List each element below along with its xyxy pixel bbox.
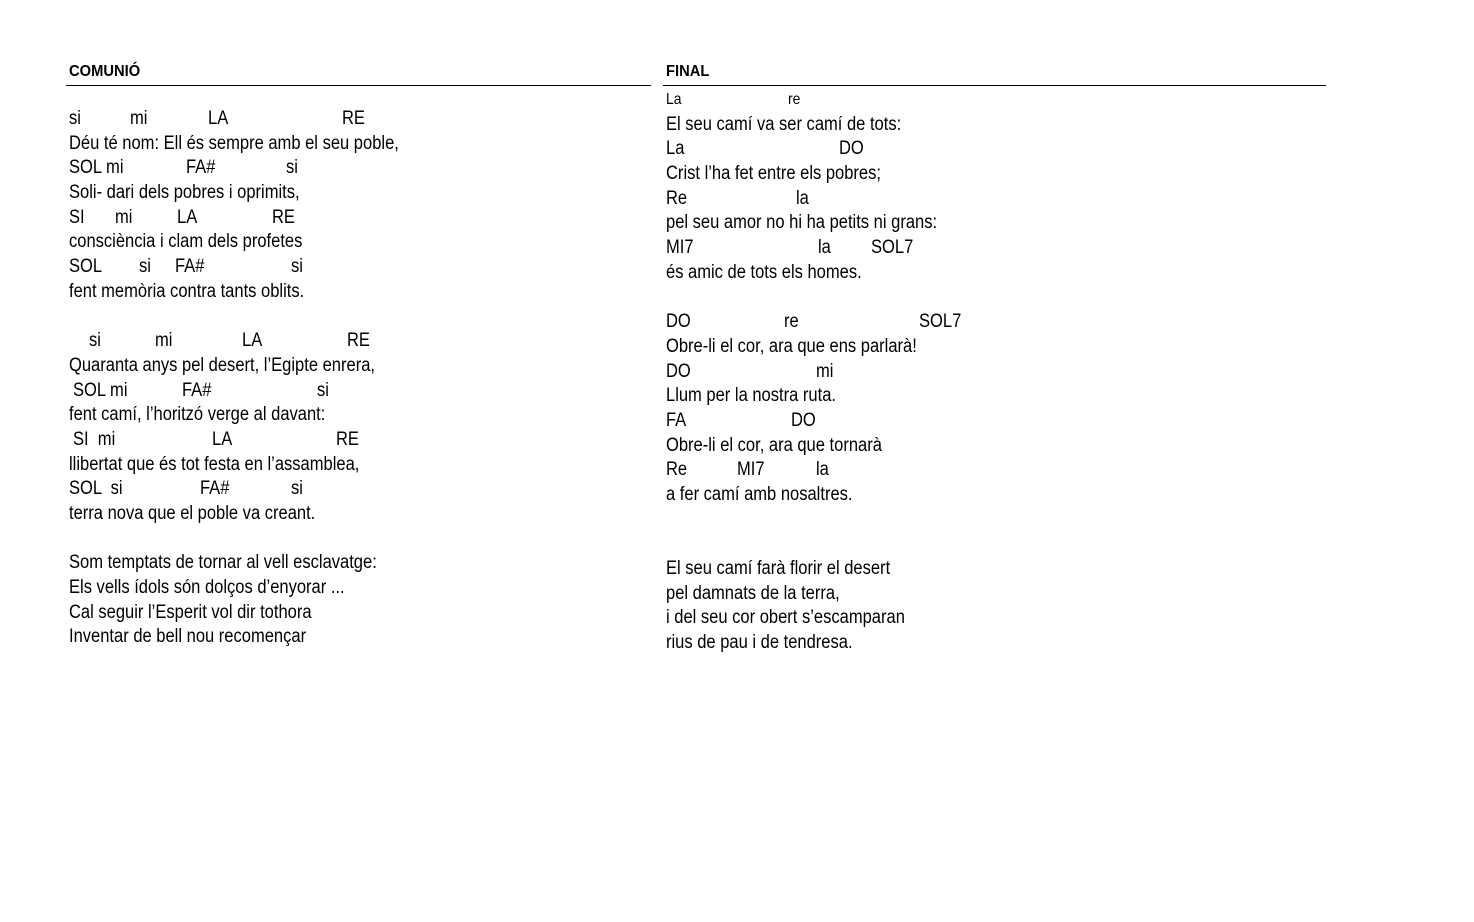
lyric-line: Obre-li el cor, ara que ens parlarà! <box>666 335 917 357</box>
chord-line <box>69 329 448 354</box>
lyric-line: fent camí, l’horitzó verge al davant: <box>69 404 326 426</box>
chord: FA# <box>186 157 216 179</box>
chord: LA <box>212 428 233 450</box>
lyric-line: i del seu cor obert s’escamparan <box>666 607 905 629</box>
lyric-line: llibertat que és tot festa en l’assamblea, <box>69 453 360 475</box>
lyric-line: El seu camí farà florir el desert <box>666 558 891 580</box>
lyric-line: Llum per la nostra ruta. <box>666 385 836 407</box>
lyric-line: a fer camí amb nosaltres. <box>666 484 853 505</box>
chord: SOL si <box>69 478 123 500</box>
chord: MI7 <box>666 237 694 259</box>
chord-line <box>666 360 978 385</box>
chord: LA <box>242 330 263 352</box>
chord: RE <box>342 108 365 129</box>
chord: si <box>139 256 151 278</box>
lyric-line: pel seu amor no hi ha petits ni grans: <box>666 212 938 234</box>
blank-line <box>666 286 978 311</box>
lyric-line: Cal seguir l’Esperit vol dir tothora <box>69 601 312 623</box>
chord: LA <box>208 108 229 129</box>
chord: MI7 <box>737 459 765 481</box>
chord: Re <box>666 459 688 481</box>
chord: SOL <box>69 256 103 278</box>
chord: DO <box>666 360 691 382</box>
lyric-line: fent memòria contra tants oblits. <box>69 280 305 302</box>
chord-line <box>666 310 978 335</box>
chord: DO <box>791 409 816 431</box>
chord: SI mi <box>73 428 116 450</box>
lyric-line: Els vells ídols són dolços d’enyorar ... <box>69 577 345 599</box>
blank-line <box>666 532 978 557</box>
chord: FA# <box>182 379 212 401</box>
chord-line <box>69 206 448 231</box>
lyric-line: terra nova que el poble va creant. <box>69 503 316 524</box>
chord: FA# <box>175 256 205 278</box>
chord: la <box>796 187 809 209</box>
communio-lyrics <box>69 107 448 650</box>
blank-line <box>69 527 448 552</box>
chord: SOL mi <box>69 157 124 179</box>
blank-line <box>666 508 978 533</box>
chord: DO <box>839 138 864 160</box>
final-divider <box>663 85 1326 86</box>
chord: si <box>317 379 329 401</box>
chord: La <box>666 138 685 160</box>
chord: SOL mi <box>73 379 128 401</box>
lyric-line: consciència i clam dels profetes <box>69 231 303 253</box>
final-lyrics <box>666 88 978 656</box>
chord: La <box>666 91 682 108</box>
chord: RE <box>347 330 370 352</box>
chord-line <box>666 409 978 434</box>
chord: si <box>69 108 81 129</box>
chord-line <box>666 187 978 212</box>
lyric-line: Soli- dari dels pobres i oprimits, <box>69 182 300 204</box>
lyric-line: Déu té nom: Ell és sempre amb el seu poble, <box>69 132 399 154</box>
lyric-line: Obre-li el cor, ara que tornarà <box>666 434 882 456</box>
lyric-line: El seu camí va ser camí de tots: <box>666 113 902 135</box>
final-section <box>666 62 1326 654</box>
lyric-line: Inventar de bell nou recomençar <box>69 626 307 648</box>
chord: SI <box>69 206 85 228</box>
chord-line <box>69 156 448 181</box>
chord: re <box>784 311 799 333</box>
lyric-line: és amic de tots els homes. <box>666 261 862 283</box>
chord: SOL7 <box>919 311 962 333</box>
chord: RE <box>272 206 295 228</box>
blank-line <box>69 305 448 330</box>
lyric-line: rius de pau i de tendresa. <box>666 632 853 654</box>
chord: mi <box>130 108 148 129</box>
chord-line <box>69 428 448 453</box>
chord: si <box>286 157 298 179</box>
lyric-line: pel damnats de la terra, <box>666 582 840 604</box>
chord: LA <box>177 206 198 228</box>
chord: FA# <box>200 478 230 500</box>
chord-line <box>666 458 978 483</box>
final-heading: FINAL <box>666 63 710 80</box>
chord: la <box>816 459 829 481</box>
chord-line <box>666 88 978 113</box>
chord: mi <box>155 330 173 352</box>
chord-line <box>69 477 448 502</box>
lyric-line: Quaranta anys pel desert, l’Egipte enrera, <box>69 354 375 376</box>
chord: si <box>291 256 303 278</box>
chord: si <box>291 478 303 500</box>
communio-heading: COMUNIÓ <box>69 63 141 80</box>
chord-line <box>69 107 448 132</box>
chord: la <box>818 237 831 259</box>
lyric-line: Crist l’ha fet entre els pobres; <box>666 163 881 185</box>
chord: DO <box>666 311 691 333</box>
chord-line <box>69 255 448 280</box>
chord-line <box>666 236 978 261</box>
lyric-line: Som temptats de tornar al vell esclavatge: <box>69 552 377 574</box>
chord: Re <box>666 187 688 209</box>
chord-line <box>69 379 448 404</box>
chord: mi <box>115 206 133 228</box>
chord: SOL7 <box>871 237 914 259</box>
chord-line <box>666 137 978 162</box>
communio-section <box>69 62 651 648</box>
chord: mi <box>816 360 834 382</box>
communio-divider <box>66 85 651 86</box>
chord: FA <box>666 409 687 431</box>
chord: re <box>788 91 801 108</box>
chord: RE <box>336 428 359 450</box>
chord: si <box>89 330 101 352</box>
